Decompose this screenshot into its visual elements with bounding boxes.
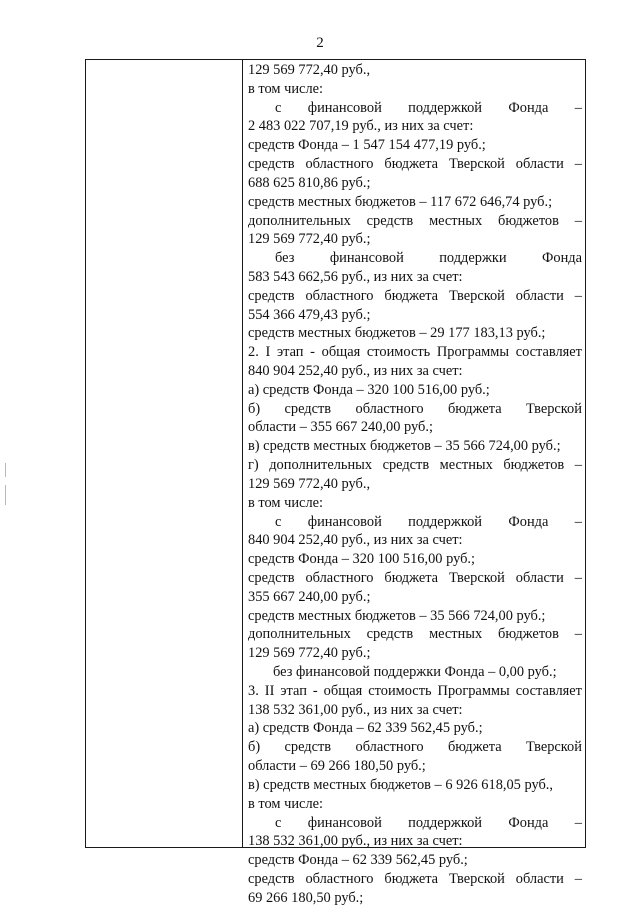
text-line	[248, 682, 582, 701]
text-line	[248, 738, 582, 757]
text-line	[248, 456, 582, 475]
text-word: I	[265, 344, 271, 361]
text-line: области – 69 266 180,50 руб.;	[248, 758, 426, 775]
text-word: составляет	[515, 682, 582, 699]
text-word: 3.	[248, 682, 259, 699]
text-word: бюджета	[384, 569, 439, 586]
text-line: области – 355 667 240,00 руб.;	[248, 419, 433, 436]
text-line: 129 569 772,40 руб.,	[248, 62, 371, 78]
text-word: средств	[366, 626, 414, 643]
text-line: а) средств Фонда – 62 339 562,45 руб.;	[248, 720, 483, 737]
text-line: 138 532 361,00 руб., из них за счет:	[248, 833, 463, 850]
text-line: 840 904 252,40 руб., из них за счет:	[248, 363, 463, 379]
text-word: поддержкой	[408, 814, 482, 831]
text-line	[248, 155, 582, 174]
text-word: финансовой	[307, 99, 382, 116]
text-word: Тверской	[448, 569, 505, 586]
text-line: в) средств местных бюджетов – 35 566 724,00 руб.;	[248, 438, 561, 455]
text-line: 583 543 662,56 руб., из них за счет:	[248, 268, 463, 285]
text-line: 688 625 810,86 руб.;	[248, 174, 371, 191]
text-word: без	[275, 250, 295, 267]
text-line	[248, 870, 582, 889]
text-line: 355 667 240,00 руб.;	[248, 588, 371, 605]
page-number: 2	[316, 35, 324, 51]
text-word: бюджетов	[498, 212, 559, 229]
text-word: общая	[323, 682, 363, 699]
text-word: с	[275, 99, 282, 116]
empty-left-cell	[86, 60, 242, 847]
text-word: местных	[429, 212, 483, 229]
text-word: Фонда	[508, 513, 549, 530]
text-word: областного	[355, 400, 424, 417]
text-word: областного	[305, 870, 374, 887]
text-word: –	[574, 513, 582, 530]
text-line	[248, 400, 582, 419]
text-word: б)	[248, 739, 261, 756]
text-line: 129 569 772,40 руб.,	[248, 475, 371, 492]
text-word: средств	[284, 400, 332, 417]
text-word: Тверской	[448, 287, 505, 304]
text-word: средств	[248, 870, 295, 887]
text-word: областного	[355, 739, 424, 756]
text-word: Программы	[437, 682, 510, 699]
text-line	[248, 343, 582, 362]
text-word: средств	[248, 287, 295, 304]
text-word: –	[574, 626, 582, 643]
text-word: Фонда	[508, 99, 549, 116]
text-line: 129 569 772,40 руб.;	[248, 645, 371, 662]
text-line: 69 266 180,50 руб.;	[248, 889, 364, 906]
text-word: –	[574, 457, 582, 474]
text-word: –	[574, 99, 582, 116]
text-word: области	[515, 156, 564, 173]
text-word: Тверской	[526, 739, 582, 756]
text-word: областного	[305, 569, 374, 586]
text-word: области	[515, 870, 564, 887]
text-line	[248, 249, 582, 268]
text-line	[248, 569, 582, 588]
text-word: финансовой	[329, 250, 404, 267]
text-word: с	[275, 814, 282, 831]
text-word: -	[310, 344, 315, 361]
text-word: этап	[276, 344, 304, 361]
text-word: Тверской	[448, 156, 505, 173]
text-word: –	[574, 156, 582, 173]
text-word: финансовой	[307, 814, 382, 831]
text-word: общая	[321, 344, 361, 361]
text-line: средств местных бюджетов – 35 566 724,00 руб.;	[248, 607, 546, 624]
text-word: финансовой	[307, 513, 382, 530]
text-line	[248, 513, 582, 532]
text-word: местных	[429, 626, 483, 643]
text-word: бюджетов	[498, 626, 559, 643]
text-word: поддержкой	[408, 513, 482, 530]
scan-artifact	[5, 463, 6, 477]
text-word: поддержкой	[408, 99, 482, 116]
text-word: бюджета	[447, 739, 502, 756]
text-word: г)	[248, 457, 259, 474]
text-word: бюджета	[384, 156, 439, 173]
text-line: средств Фонда – 320 100 516,00 руб.;	[248, 551, 476, 568]
text-line: 2 483 022 707,19 руб., из них за счет:	[248, 118, 474, 135]
text-line	[248, 625, 582, 644]
text-word: дополнительных	[248, 212, 351, 229]
text-line: в) средств местных бюджетов – 6 926 618,05 руб.,	[248, 776, 554, 793]
text-line: без финансовой поддержки Фонда – 0,00 руб.;	[273, 664, 557, 680]
text-word: области	[515, 287, 564, 304]
text-word: областного	[305, 156, 374, 173]
document-table	[85, 59, 586, 906]
text-word: с	[275, 513, 282, 530]
text-word: Тверской	[448, 870, 505, 887]
text-line: средств местных бюджетов – 117 672 646,74 руб.;	[248, 193, 553, 210]
text-word: дополнительных	[269, 457, 373, 474]
text-line: а) средств Фонда – 320 100 516,00 руб.;	[248, 381, 490, 398]
text-word: местных	[439, 457, 493, 474]
text-line: средств Фонда – 1 547 154 477,19 руб.;	[248, 137, 486, 154]
text-word: -	[312, 682, 318, 699]
text-word: –	[574, 287, 582, 304]
text-line	[248, 814, 582, 833]
text-word: бюджета	[384, 870, 439, 887]
text-line	[248, 212, 582, 231]
text-line: 554 366 479,43 руб.;	[248, 306, 371, 323]
text-line	[248, 99, 582, 118]
text-word: стоимость	[366, 344, 431, 361]
text-line: в том числе:	[248, 494, 324, 511]
text-line: средств местных бюджетов – 29 177 183,13 руб.;	[248, 325, 546, 342]
text-word: средств	[366, 212, 414, 229]
text-word: средств	[284, 739, 332, 756]
text-word: средств	[382, 457, 430, 474]
text-word: области	[515, 569, 564, 586]
text-word: –	[574, 870, 582, 887]
financing-text-cell	[248, 61, 582, 908]
text-line	[248, 287, 582, 306]
text-word: средств	[248, 569, 295, 586]
text-word: б)	[248, 400, 261, 417]
text-word: Фонда	[542, 250, 582, 267]
text-word: II	[264, 682, 275, 699]
text-line: 840 904 252,40 руб., из них за счет:	[248, 532, 463, 549]
text-word: областного	[305, 287, 374, 304]
text-word: поддержки	[439, 250, 507, 267]
text-word: –	[574, 212, 582, 229]
text-word: бюджетов	[503, 457, 565, 474]
text-word: Фонда	[508, 814, 549, 831]
column-divider	[242, 60, 243, 847]
text-word: 2.	[248, 344, 259, 361]
scan-artifact	[5, 485, 6, 505]
text-line: 138 532 361,00 руб., из них за счет:	[248, 701, 463, 718]
text-word: стоимость	[368, 682, 432, 699]
text-line: 129 569 772,40 руб.;	[248, 231, 371, 248]
text-line: в том числе:	[248, 795, 324, 812]
text-word: –	[574, 569, 582, 586]
text-line: средств Фонда – 62 339 562,45 руб.;	[248, 852, 468, 869]
text-word: Тверской	[526, 400, 582, 417]
text-word: дополнительных	[248, 626, 351, 643]
text-word: составляет	[515, 344, 582, 361]
text-line: в том числе:	[248, 80, 324, 97]
text-word: этап	[280, 682, 307, 699]
text-word: бюджета	[447, 400, 502, 417]
text-word: –	[574, 814, 582, 831]
text-word: средств	[248, 156, 295, 173]
text-word: Программы	[436, 344, 510, 361]
text-word: бюджета	[384, 287, 439, 304]
